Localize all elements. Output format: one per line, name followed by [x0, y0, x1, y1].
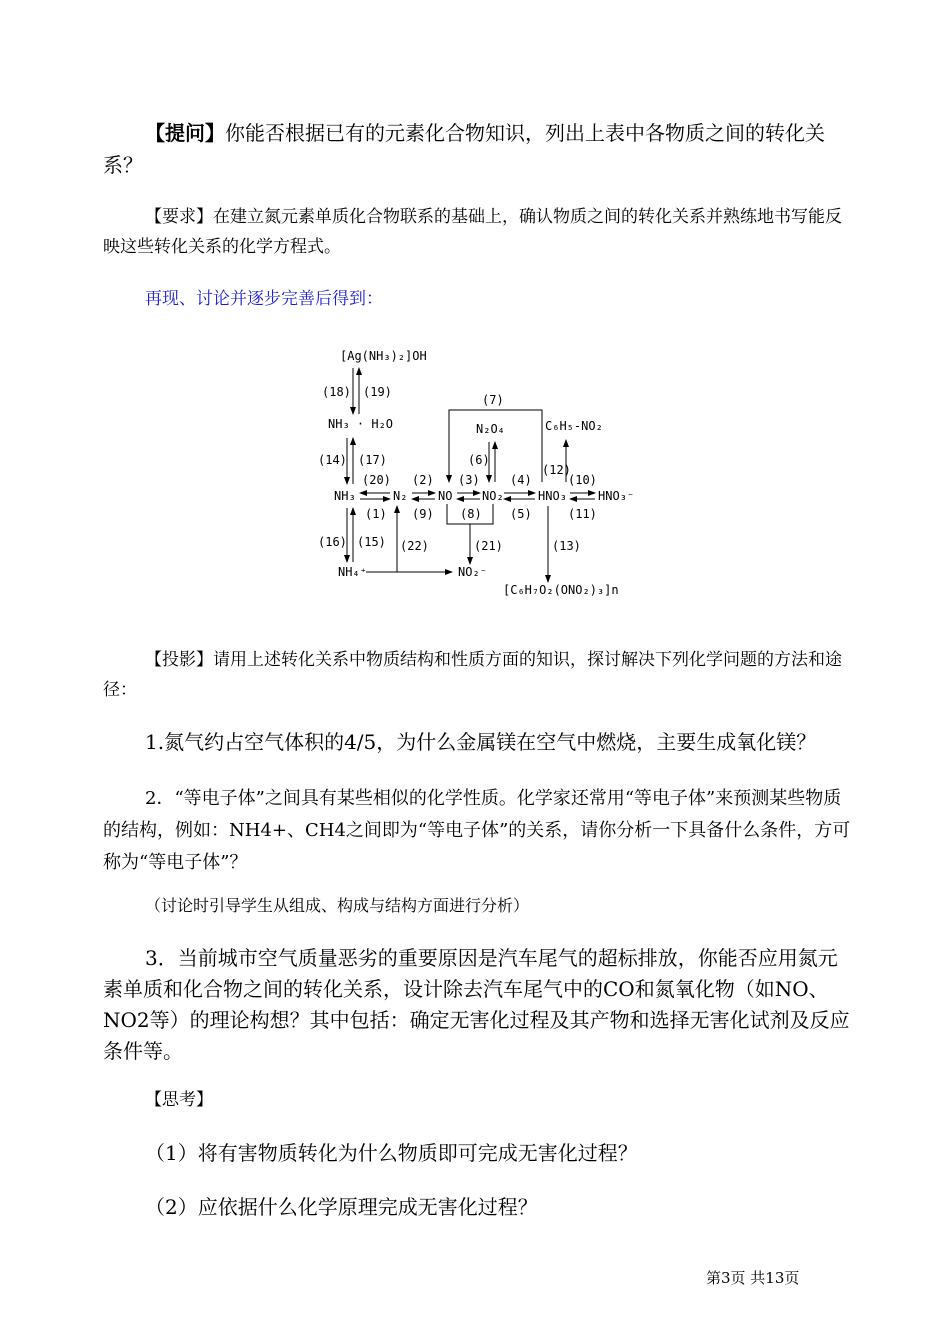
- species-n2o4: N₂O₄: [476, 422, 505, 436]
- species-hno3: HNO₃: [538, 489, 567, 503]
- question-text: 你能否根据已有的元素化合物知识，列出上表中各物质之间的转化关系？: [103, 121, 825, 177]
- item-3: 3．当前城市空气质量恶劣的重要原因是汽车尾气的超标排放，你能否应用氮元素单质和化合物之间的转化关系，设计除去汽车尾气中的CO和氮氧化物（如NO、NO2等）的理论构想？其中包括：确定无害化过程及其产物和选择无害化试剂及反应条件等。: [103, 946, 850, 1063]
- think-heading: 【思考】: [145, 1090, 213, 1110]
- species-no3: HNO₃⁻: [598, 489, 635, 503]
- label-15: (15): [357, 535, 386, 549]
- question-paragraph: [103, 117, 853, 181]
- species-ag-complex: [Ag(NH₃)₂]OH: [340, 349, 427, 363]
- projection-tag: 【投影】: [145, 650, 213, 670]
- page-footer: 第3页 共13页: [706, 1269, 800, 1287]
- label-3: (3): [458, 473, 480, 487]
- species-no: NO: [438, 489, 453, 503]
- label-5: (5): [510, 507, 532, 521]
- item-1: 1.氮气约占空气体积的4/5，为什么金属镁在空气中燃烧，主要生成氧化镁？: [145, 730, 817, 754]
- label-9: (9): [412, 507, 434, 521]
- projection-paragraph: [103, 645, 853, 705]
- label-13: (13): [552, 539, 581, 553]
- label-8: (8): [460, 507, 482, 521]
- label-17: (17): [358, 453, 387, 467]
- species-nh3: NH₃: [334, 489, 356, 503]
- species-ammonia-water: NH₃ · H₂O: [328, 417, 394, 431]
- label-7: (7): [482, 393, 504, 407]
- requirement-text: 在建立氮元素单质化合物联系的基础上，确认物质之间的转化关系并熟练地书写能反映这些转化关系的化学方程式。: [103, 207, 842, 257]
- item-2: 2．“等电子体”之间具有某些相似的化学性质。化学家还常用“等电子体”来预测某些物质的结构，例如：NH4+、CH4之间即为“等电子体”的关系，请你分析一下具备什么条件，方可称为“等电子体”？: [103, 788, 851, 873]
- species-n2: N₂: [393, 489, 408, 503]
- projection-text: 请用上述转化关系中物质结构和性质方面的知识，探讨解决下列化学问题的方法和途径：: [103, 650, 842, 700]
- label-14: (14): [318, 453, 347, 467]
- label-20: (20): [362, 473, 391, 487]
- label-4: (4): [510, 473, 532, 487]
- species-no2: NO₂: [482, 489, 504, 503]
- species-nitrite: NO₂⁻: [458, 565, 487, 579]
- label-16: (16): [318, 535, 347, 549]
- question-tag: 【提问】: [145, 121, 225, 145]
- nitrogen-conversion-diagram: [300, 330, 660, 610]
- label-2: (2): [412, 473, 434, 487]
- label-1: (1): [365, 507, 387, 521]
- label-22: (22): [400, 539, 429, 553]
- species-nitrobenzene: C₆H₅-NO₂: [545, 419, 603, 433]
- label-6: (6): [468, 453, 490, 467]
- discussion-note: （讨论时引导学生从组成、构成与结构方面进行分析）: [145, 896, 530, 915]
- label-12: (12): [542, 463, 571, 477]
- think-question-1: （1）将有害物质转化为什么物质即可完成无害化过程？: [145, 1141, 638, 1165]
- label-10: (10): [568, 473, 597, 487]
- requirement-tag: 【要求】: [145, 207, 213, 227]
- label-11: (11): [568, 507, 597, 521]
- think-question-2: （2）应依据什么化学原理完成无害化过程？: [145, 1195, 538, 1219]
- species-nh4: NH₄⁺: [338, 565, 367, 579]
- label-21: (21): [474, 539, 503, 553]
- label-18: (18): [322, 385, 351, 399]
- species-cellulose-nitrate: [C₆H₇O₂(ONO₂)₃]n: [503, 583, 619, 597]
- label-19: (19): [363, 385, 392, 399]
- requirement-paragraph: [103, 202, 853, 262]
- intro-blue-text: 再现、讨论并逐步完善后得到：: [145, 289, 383, 309]
